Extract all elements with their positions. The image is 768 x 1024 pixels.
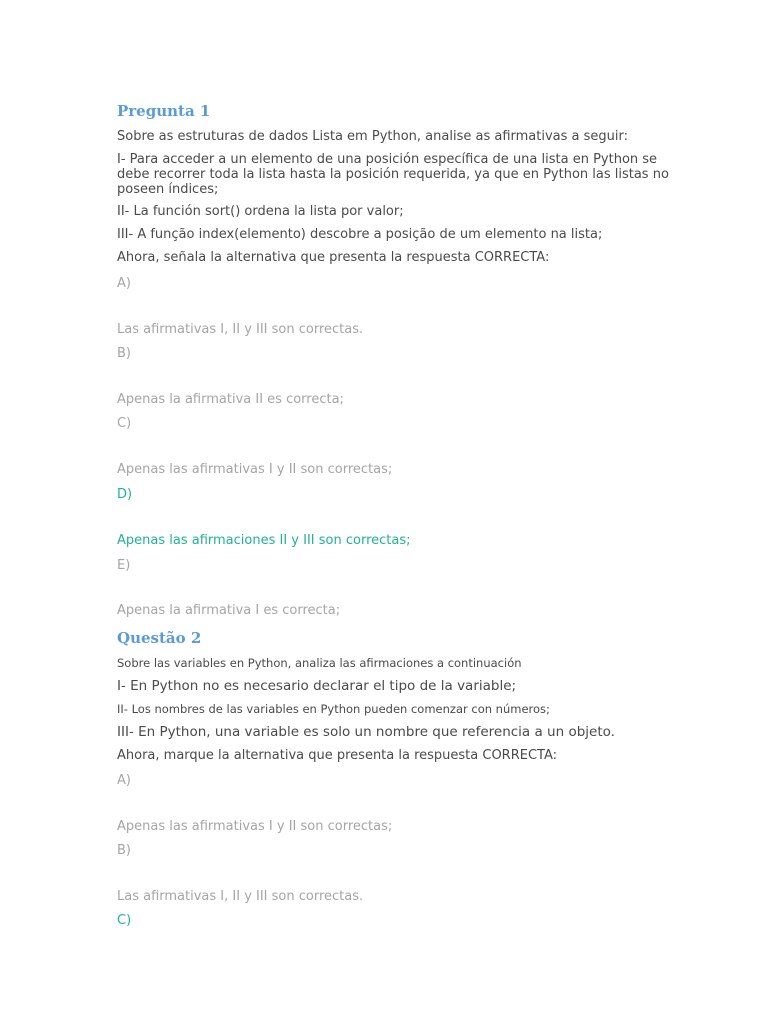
question-1-statement-2: II- La función sort() ordena la lista por valor; xyxy=(117,204,404,219)
q2-option-b-text[interactable]: Las afirmativas I, II y III son correctas. xyxy=(117,889,364,904)
question-2-statement-3: III- En Python, una variable es solo un nombre que referencia a un objeto. xyxy=(117,724,615,740)
q1-option-c-text[interactable]: Apenas las afirmativas I y II son correctas; xyxy=(117,462,393,477)
question-2-prompt: Ahora, marque la alternativa que presenta la respuesta CORRECTA: xyxy=(117,748,558,763)
question-1-intro: Sobre as estruturas de dados Lista em Python, analise as afirmativas a seguir: xyxy=(117,129,628,144)
q2-option-c-letter[interactable]: C) xyxy=(117,913,132,928)
q2-option-a-letter[interactable]: A) xyxy=(117,773,131,788)
question-2-intro: Sobre las variables en Python, analiza las afirmaciones a continuación xyxy=(117,656,522,670)
question-2-title: Questão 2 xyxy=(117,629,202,647)
question-1-statement-1: I- Para acceder a un elemento de una posición específica de una lista en Python se debe recorrer toda la lista hasta la posición requerida, ya que en Python las listas no poseen índices; xyxy=(117,152,669,197)
q2-option-a-text[interactable]: Apenas las afirmativas I y II son correctas; xyxy=(117,819,393,834)
q1-option-e-letter[interactable]: E) xyxy=(117,558,131,573)
q2-option-b-letter[interactable]: B) xyxy=(117,843,131,858)
q1-option-c-letter[interactable]: C) xyxy=(117,416,132,431)
q1-option-d-letter[interactable]: D) xyxy=(117,487,133,502)
q1-option-d-text[interactable]: Apenas las afirmaciones II y III son correctas; xyxy=(117,533,411,548)
q1-option-b-letter[interactable]: B) xyxy=(117,346,131,361)
q1-option-b-text[interactable]: Apenas la afirmativa II es correcta; xyxy=(117,392,344,407)
question-1-statement-3: III- A função index(elemento) descobre a posição de um elemento na lista; xyxy=(117,227,603,242)
question-2-statement-2: II- Los nombres de las variables en Python pueden comenzar con números; xyxy=(117,702,550,716)
q1-option-a-text[interactable]: Las afirmativas I, II y III son correctas. xyxy=(117,322,364,337)
question-1-prompt: Ahora, señala la alternativa que presenta la respuesta CORRECTA: xyxy=(117,250,550,265)
q1-option-e-text[interactable]: Apenas la afirmativa I es correcta; xyxy=(117,603,341,618)
question-2-statement-1: I- En Python no es necesario declarar el tipo de la variable; xyxy=(117,678,517,694)
question-1-title: Pregunta 1 xyxy=(117,102,211,120)
q1-option-a-letter[interactable]: A) xyxy=(117,276,131,291)
